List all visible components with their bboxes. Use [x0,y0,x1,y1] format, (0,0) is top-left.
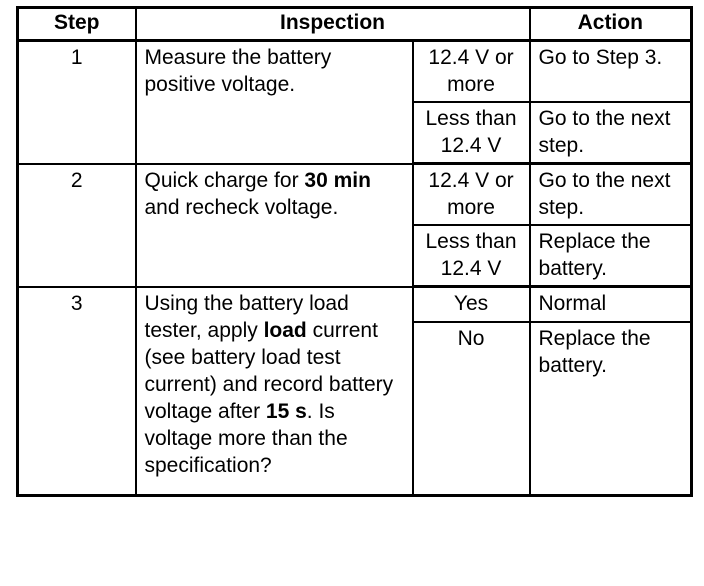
condition-cell: Less than 12.4 V [413,225,530,287]
action-cell: Go to Step 3. [530,41,692,103]
step-number: 3 [18,287,136,496]
inspection-text-bold: 15 s [265,399,307,423]
condition-cell: 12.4 V or more [413,41,530,103]
condition-cell: Less than 12.4 V [413,102,530,164]
condition-cell: No [413,322,530,496]
action-cell: Replace the battery. [530,225,692,287]
condition-cell: 12.4 V or more [413,164,530,226]
header-action: Action [530,8,692,41]
table-row [18,287,692,323]
inspection-text [136,164,413,287]
inspection-text-bold: load [263,318,307,342]
battery-inspection-table [16,6,693,497]
header-step: Step [18,8,136,41]
action-cell: Go to the next step. [530,102,692,164]
condition-cell: Yes [413,287,530,323]
header-row [18,8,692,41]
table-row [18,164,692,226]
table-row [18,41,692,103]
inspection-text [136,287,413,496]
inspection-text-part: . Is voltage more than the specification? [144,399,348,477]
header-inspection: Inspection [136,8,530,41]
action-cell: Go to the next step. [530,164,692,226]
inspection-text-part: Measure the battery positive voltage. [144,46,332,96]
inspection-table-container [16,6,690,497]
inspection-text-part: Using the battery load tester, apply [144,291,349,342]
step-number: 2 [18,164,136,287]
inspection-text-part: current (see battery load test current) and record battery voltage after [144,318,394,423]
action-cell: Replace the battery. [530,322,692,496]
step-number: 1 [18,41,136,164]
inspection-text [136,41,413,164]
inspection-text-part: Quick charge for [144,168,305,192]
inspection-text-part: and recheck voltage. [144,195,339,219]
inspection-text-bold: 30 min [304,168,371,192]
action-cell: Normal [530,287,692,323]
